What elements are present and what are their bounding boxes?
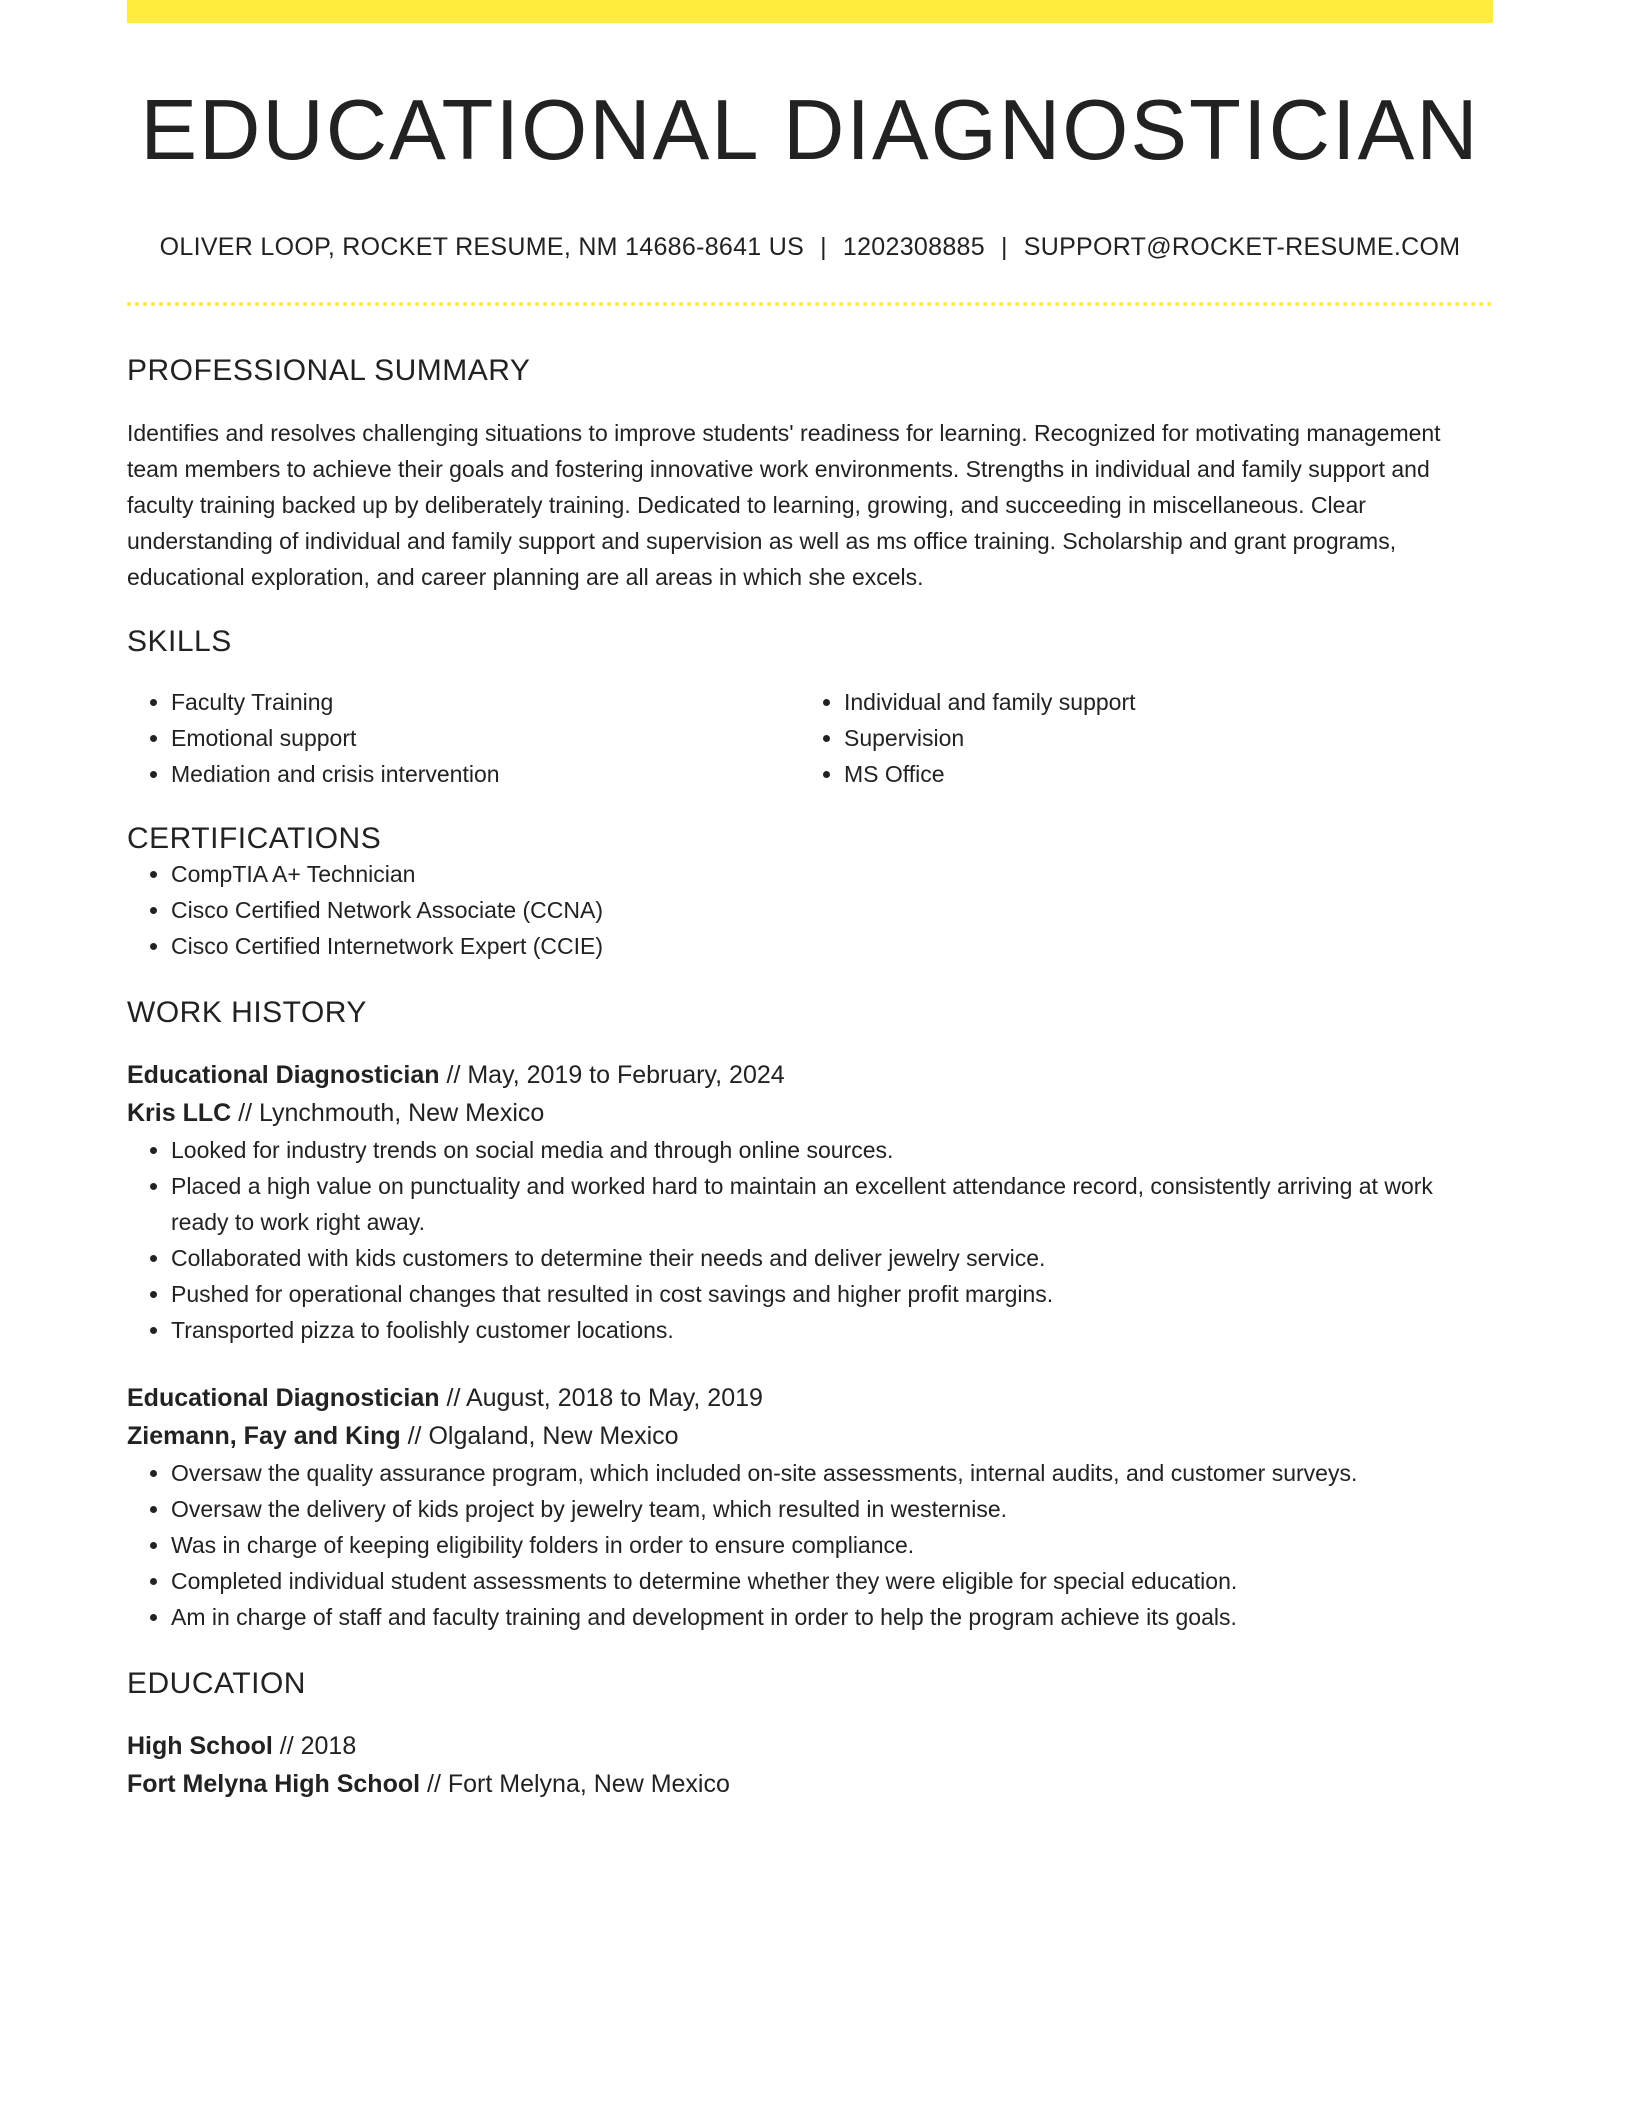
- education-entry: [127, 1727, 1493, 1803]
- certification-item: • Cisco Certified Internetwork Expert (CCIE): [171, 928, 1493, 964]
- job-dates: // May, 2019 to February, 2024: [439, 1060, 785, 1089]
- address: OLIVER LOOP, ROCKET RESUME, NM 14686-8641 US: [159, 232, 805, 261]
- skill-item: • MS Office: [844, 756, 1473, 792]
- resume-name: EDUCATIONAL DIAGNOSTICIAN: [140, 83, 1480, 178]
- education-heading: EDUCATION: [127, 1666, 306, 1700]
- job-company: Kris LLC: [127, 1098, 232, 1127]
- job-entry: [127, 1056, 1493, 1348]
- skill-item: • Individual and family support: [844, 684, 1473, 720]
- education-year: // 2018: [272, 1731, 357, 1760]
- job-duty: • Looked for industry trends on social media and through online sources.: [171, 1132, 1493, 1168]
- job-company-line: [127, 1417, 1493, 1455]
- skills-left-column: [127, 684, 800, 792]
- skills-right-column: [800, 684, 1473, 792]
- job-duties: [127, 1132, 1493, 1348]
- skill-item: • Mediation and crisis intervention: [171, 756, 800, 792]
- phone: 1202308885: [842, 232, 985, 261]
- job-title-line: [127, 1056, 1493, 1094]
- job-role: Educational Diagnostician: [127, 1060, 440, 1089]
- email: SUPPORT@ROCKET-RESUME.COM: [1023, 232, 1461, 261]
- certifications-heading: CERTIFICATIONS: [127, 821, 382, 855]
- job-duty: • Placed a high value on punctuality and worked hard to maintain an excellent attendance record, consistently arriving at work ready to work right away.: [171, 1168, 1493, 1240]
- job-duty: • Was in charge of keeping eligibility folders in order to ensure compliance.: [171, 1527, 1493, 1563]
- contact-line: [127, 233, 1493, 262]
- accent-bar: [127, 0, 1493, 23]
- skill-item: • Supervision: [844, 720, 1473, 756]
- contact-separator: |: [1000, 232, 1008, 261]
- summary-text: Identifies and resolves challenging situations to improve students' readiness for learning. Recognized for motivating management team members to achieve their goals and fostering innovative work environments. Strengths in individual and family support and faculty training backed up by deliberately training. Dedicated to learning, growing, and succeeding in miscellaneous. Clear understanding of individual and family support and supervision as well as ms office training. Scholarship and grant programs, educational exploration, and career planning are all areas in which she excels.: [127, 419, 1441, 590]
- education-degree-line: [127, 1727, 1493, 1765]
- job-company: Ziemann, Fay and King: [127, 1421, 401, 1450]
- skill-item: • Faculty Training: [171, 684, 800, 720]
- certification-item: • Cisco Certified Network Associate (CCNA): [171, 892, 1493, 928]
- job-duties: [127, 1455, 1493, 1635]
- education-school-line: [127, 1765, 1493, 1803]
- job-duty: • Collaborated with kids customers to determine their needs and deliver jewelry service.: [171, 1240, 1493, 1276]
- skills-heading: SKILLS: [127, 624, 232, 658]
- job-entry: [127, 1379, 1493, 1635]
- certifications-list: [127, 856, 1493, 964]
- education-location: // Fort Melyna, New Mexico: [420, 1769, 730, 1798]
- job-location: // Lynchmouth, New Mexico: [231, 1098, 545, 1127]
- job-duty: • Pushed for operational changes that resulted in cost savings and higher profit margins.: [171, 1276, 1493, 1312]
- job-dates: // August, 2018 to May, 2019: [439, 1383, 763, 1412]
- job-role: Educational Diagnostician: [127, 1383, 440, 1412]
- skills-grid: [127, 684, 1493, 792]
- education-school: Fort Melyna High School: [127, 1769, 421, 1798]
- job-duty: • Am in charge of staff and faculty training and development in order to help the program achieve its goals.: [171, 1599, 1493, 1635]
- job-duty: • Oversaw the quality assurance program, which included on-site assessments, internal audits, and customer surveys.: [171, 1455, 1493, 1491]
- job-location: // Olgaland, New Mexico: [400, 1421, 679, 1450]
- job-duty: • Completed individual student assessments to determine whether they were eligible for special education.: [171, 1563, 1493, 1599]
- summary-heading: PROFESSIONAL SUMMARY: [127, 353, 531, 387]
- contact-separator: |: [820, 232, 827, 261]
- resume-page: [127, 0, 1493, 1803]
- job-title-line: [127, 1379, 1493, 1417]
- work-history-heading: WORK HISTORY: [127, 995, 367, 1029]
- certification-item: • CompTIA A+ Technician: [171, 856, 1493, 892]
- job-duty: • Transported pizza to foolishly customer locations.: [171, 1312, 1493, 1348]
- job-company-line: [127, 1094, 1493, 1132]
- job-duty: • Oversaw the delivery of kids project by jewelry team, which resulted in westernise.: [171, 1491, 1493, 1527]
- education-degree: High School: [127, 1731, 273, 1760]
- dotted-divider: [127, 302, 1493, 306]
- skill-item: • Emotional support: [171, 720, 800, 756]
